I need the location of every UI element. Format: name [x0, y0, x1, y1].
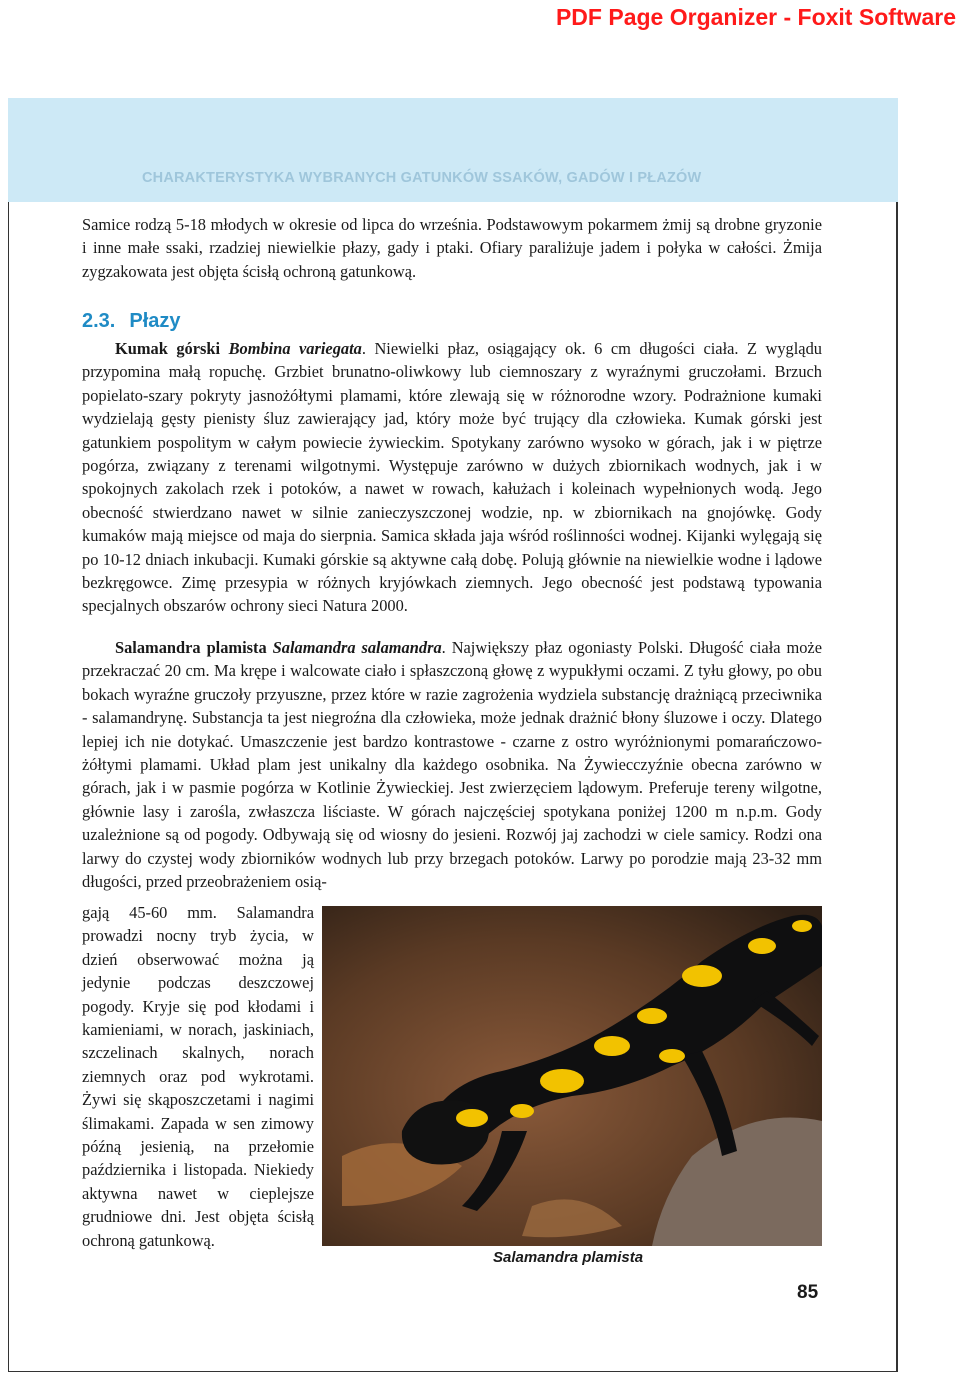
salamander-photo — [322, 906, 822, 1246]
paragraph-zmija: Samice rodzą 5-18 młodych w okresie od lipca do września. Podstawowym pokarmem żmij są drobne gryzonie i inne małe ssaki, rzadziej niewielkie płazy, gady i ptaki. Ofiary paraliżuje jadem i połyka w całości. Żmija zygzakowata jest objęta ścisłą ochroną gatunkową. — [82, 215, 822, 281]
species-text: . Niewielki płaz, osiągający ok. 6 cm długości ciała. Z wyglądu przypomina małą ropuchę. Grzbiet brunatno-oliwkowy lub ciemnoszary z wyraźnymi gruczołami. Brzuch popielato-szary pokryty jasnożółtymi plamami, które zlewają się w różnorodne wzory. Podrażnione kumaki wydzielają gęsty pienisty śluz zawierający jad, który może być trujący dla człowieka. Kumak górski jest gatunkiem pospolitym w całym powiecie żywieckim. Spotykany zarówno wysoko w górach, jak i w piętrze pogórza, związany z terenami wilgotnymi. Występuje zarówno w dużych zbiornikach wodnych, jak i w spokojnych zakolach rzek i potoków, a nawet w rowach, kałużach i koleinach wypełnionych wodą. Jego obecność stwierdzano nawet w silnie zanieczyszczonej wodzie, np. w zbiornikach na gnojówkę. Gody kumaków mają miejsce od maja do sierpnia. Samica składa jaja wśród roślinności wodnej. Kijanki wylęgają się po 10-12 dniach inkubacji. Kumaki górskie są aktywne całą dobę. Polują głównie na niewielkie wodne i lądowe bezkręgowce. Zimę przesypia w różnych kryjówkach ziemnych. Jego obecność jest podstawą typowania specjalnych obszarów ochrony sieci Natura 2000. — [82, 339, 822, 616]
page-frame-bottom — [8, 1371, 898, 1372]
paragraph-kumak — [82, 337, 822, 618]
section-number: 2.3. — [82, 310, 116, 332]
page-frame-left — [8, 202, 9, 1372]
yellow-spot — [456, 1109, 488, 1127]
page-number: 85 — [797, 1282, 819, 1303]
yellow-spot — [510, 1104, 534, 1118]
yellow-spot — [540, 1069, 584, 1093]
page-frame-right — [896, 202, 898, 1372]
yellow-spot — [682, 965, 722, 987]
yellow-spot — [748, 938, 776, 954]
header-band — [8, 98, 898, 202]
yellow-spot — [792, 920, 812, 932]
figure-caption: Salamandra plamista — [493, 1249, 644, 1266]
species-lead: Kumak górski Bombina variegata — [115, 339, 362, 358]
paragraph-salamandra — [82, 636, 822, 893]
section-title: Płazy — [129, 310, 181, 332]
species-text: . Największy płaz ogoniasty Polski. Długość ciała może przekraczać 20 cm. Ma krępe i walcowate ciało i spłaszczoną głowę z wypukłymi oczami. Z tyłu głowy, po obu bokach wyraźne gruczoły przyuszne, przez które w razie zagrożenia wydziela substancję drażniącą przeciwnika - salamandrynę. Substancja ta jest niegroźna dla człowieka, może jednak drażnić błony śluzowe i oczy. Dlatego lepiej ich nie dotykać. Umaszczenie jest bardzo kontrastowe - czarne z ostro wyróżnionymi pomarańczowo-żółtymi plamami. Układ plam jest unikalny dla każdego osobnika. Na Żywiecczyźnie obecna zarówno w górach, jak i w pasmie pogórza w Kotlinie Żywieckiej. Jest zwierzęciem lądowym. Preferuje tereny wilgotne, głównie lasy i zarośla, zwłaszcza liściaste. W górach najczęściej spotykana poniżej 1200 m n.p.m. Gody uzależnione są od pogody. Odbywają się od wiosny do jesieni. Rozwój jaj zachodzi w ciele samicy. Rodzi ona larwy do czystej wody zbiorników wodnych lub przy brzegach potoków. Larwy po porodzie mają 23-32 mm długości, przed przeobrażeniem osią- — [82, 638, 822, 892]
species-lead: Salamandra plamista Salamandra salamandra — [115, 638, 442, 657]
watermark: PDF Page Organizer - Foxit Software — [555, 4, 956, 30]
paragraph-salamandra-continued: gają 45-60 mm. Salamandra prowadzi nocny tryb życia, w dzień obserwować można ją jedynie podczas deszczowej pogody. Kryje się pod kłodami i kamieniami, w norach, jaskiniach, szczelinach skalnych, norach ziemnych oraz pod wykrotami. Żywi się skąposzczetami i nagimi ślimakami. Zapada w sen zimowy późną jesienią, na przełomie października i listopada. Niekiedy aktywna nawet w cieplejsze grudniowe dni. Jest objęta ścisłą ochroną gatunkową. — [82, 903, 314, 1250]
running-header: CHARAKTERYSTYKA WYBRANYCH GATUNKÓW SSAKÓW, GADÓW I PŁAZÓW — [142, 170, 702, 186]
yellow-spot — [659, 1049, 685, 1063]
yellow-spot — [594, 1036, 630, 1056]
yellow-spot — [637, 1008, 667, 1024]
section-heading — [82, 310, 181, 333]
